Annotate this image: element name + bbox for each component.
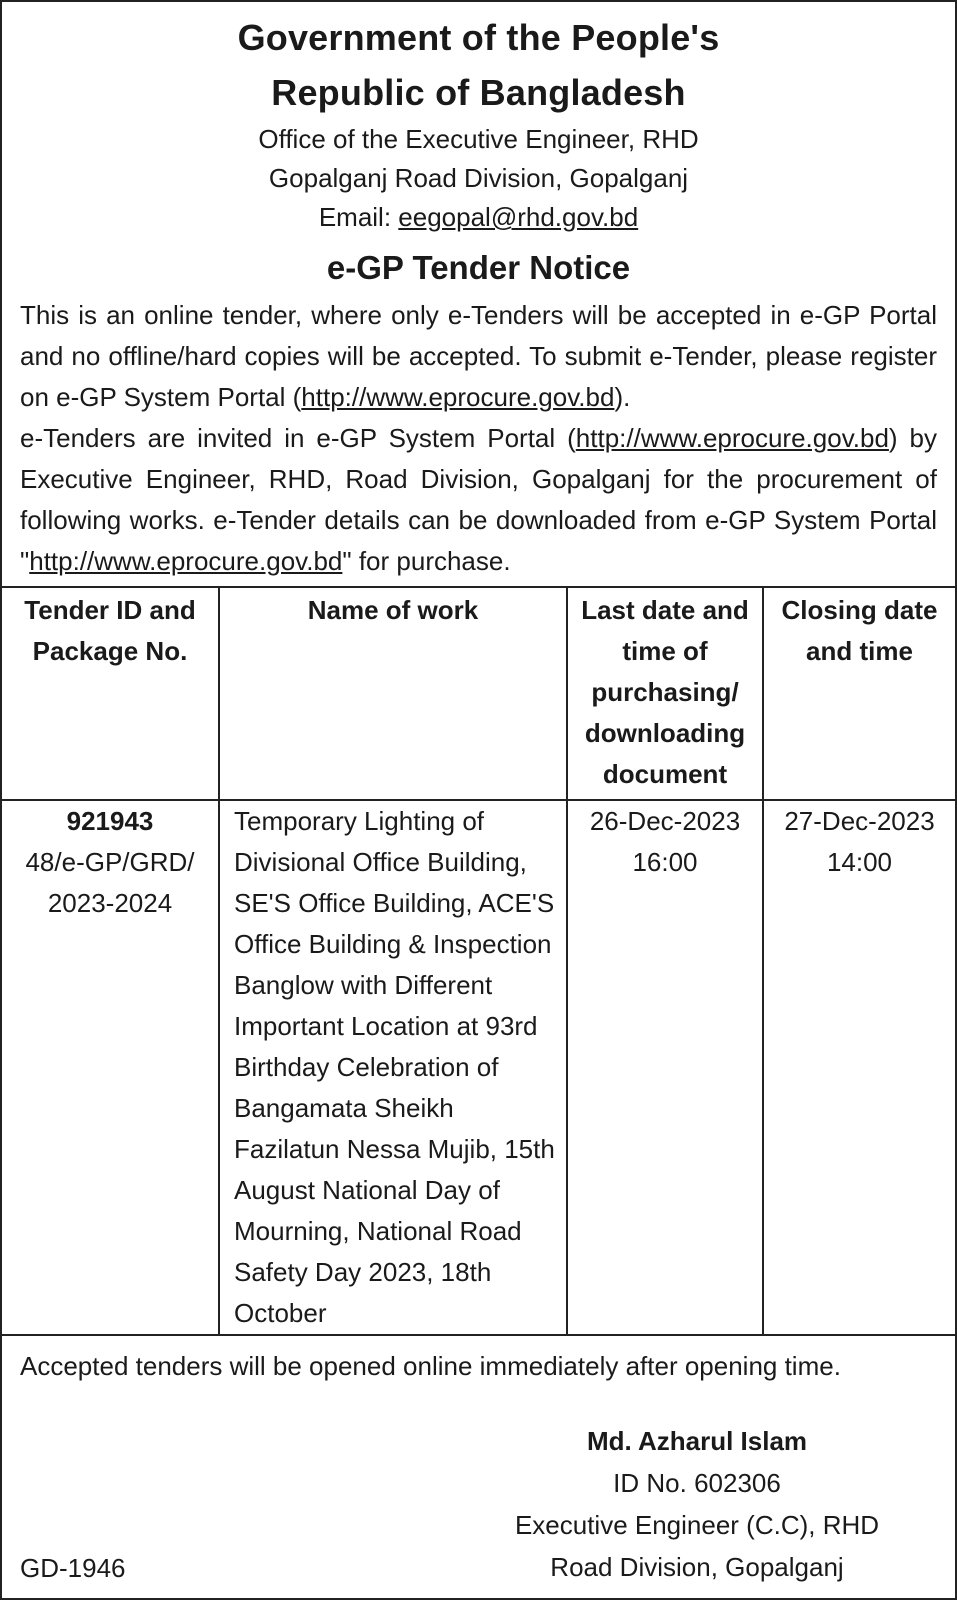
intro-paragraph: [2, 289, 955, 582]
cell-last-date: [567, 800, 763, 1335]
notice-title: e-GP Tender Notice: [326, 249, 631, 286]
signatory-id: ID No. 602306: [613, 1468, 781, 1498]
closing-time: 14:00: [826, 847, 893, 877]
package-no-line2: 2023-2024: [47, 888, 173, 918]
office-name: Office of the Executive Engineer, RHD: [258, 124, 699, 154]
intro-text-2: ).: [614, 382, 631, 412]
closing-date: 27-Dec-2023: [784, 806, 935, 836]
works-table: [2, 586, 955, 1336]
division-name: Gopalganj Road Division, Gopalganj: [268, 163, 689, 193]
cell-tender-id: [2, 800, 219, 1335]
government-title-line2: Republic of Bangladesh: [271, 72, 686, 113]
email-link[interactable]: eegopal@rhd.gov.bd: [398, 202, 639, 232]
government-title-line1: Government of the People's: [237, 17, 720, 58]
signatory-name: Md. Azharul Islam: [586, 1426, 808, 1456]
header-tender-id: Tender ID and Package No.: [2, 587, 219, 800]
package-no-line1: 48/e-GP/GRD/: [25, 847, 195, 877]
tender-id: 921943: [66, 806, 154, 836]
last-time: 16:00: [632, 847, 698, 877]
intro-text-5: " for purchase.: [342, 546, 511, 576]
intro-text-3: e-Tenders are invited in e-GP System Portal (: [20, 423, 576, 453]
signatory-office: Road Division, Gopalganj: [550, 1552, 844, 1582]
signature-block: [487, 1420, 907, 1588]
eprocure-link-3[interactable]: http://www.eprocure.gov.bd: [29, 546, 343, 576]
footer-note: Accepted tenders will be opened online immediately after opening time.: [20, 1351, 841, 1381]
notice-header: [2, 2, 955, 237]
email-label: Email:: [318, 202, 392, 232]
intro-text-4: ) by Executive Engineer, RHD, Road Division, Gopalganj for the procurement of following works. e-Tender details can be downloaded from e-GP System Portal ": [20, 423, 937, 576]
eprocure-link-1[interactable]: http://www.eprocure.gov.bd: [301, 382, 615, 412]
reference-code: GD-1946: [20, 1553, 126, 1583]
table-header-row: [2, 587, 955, 800]
cell-name-of-work: Temporary Lighting of Divisional Office Building, SE'S Office Building, ACE'S Office Building & Inspection Banglow with Different Important Location at 93rd Birthday Celebration of Bangamata Sheikh Fazilatun Nessa Mujib, 15th August National Day of Mourning, National Road Safety Day 2023, 18th October: [219, 800, 567, 1335]
header-last-date: Last date and time of purchasing/ downloading document: [567, 587, 763, 800]
signatory-designation: Executive Engineer (C.C), RHD: [514, 1510, 880, 1540]
table-row: [2, 800, 955, 1335]
header-closing-date: Closing date and time: [763, 587, 955, 800]
header-name-of-work: Name of work: [219, 587, 567, 800]
email-line: [2, 198, 955, 237]
last-date: 26-Dec-2023: [589, 806, 741, 836]
intro-text-1: This is an online tender, where only e-Tenders will be accepted in e-GP Portal and no offline/hard copies will be accepted. To submit e-Tender, please register on e-GP System Portal (: [20, 300, 937, 412]
cell-closing-date: [763, 800, 955, 1335]
eprocure-link-2[interactable]: http://www.eprocure.gov.bd: [575, 423, 889, 453]
